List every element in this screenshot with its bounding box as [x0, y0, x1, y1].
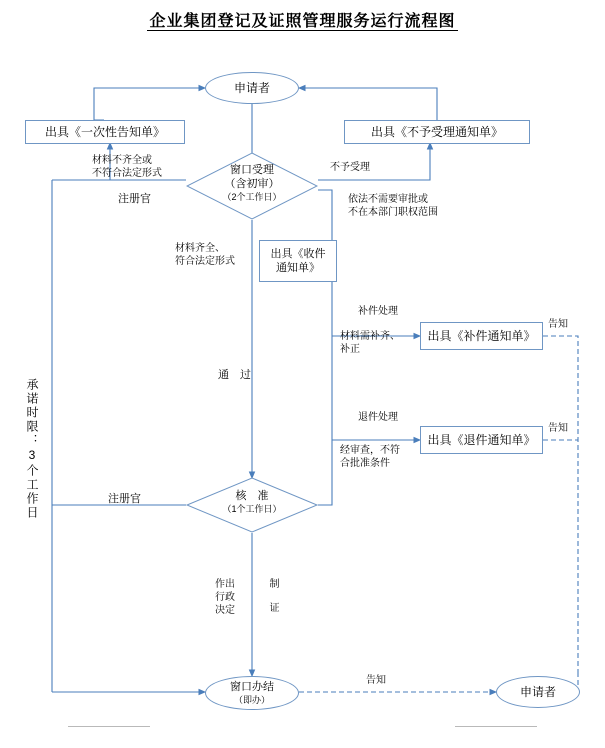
label-law-scope	[348, 193, 498, 219]
label-registrar-bottom	[108, 492, 141, 506]
label-promise-time-limit	[24, 378, 39, 648]
label-promise-time-limit-text: 承诺时限：3个工作日	[25, 378, 39, 520]
footer-divider-right	[455, 726, 537, 727]
node-applicant-top-label: 申请者	[233, 80, 270, 95]
label-after-review-line1: 经审查，不符	[340, 445, 400, 456]
label-material-complete-line1: 材料齐全、	[175, 243, 225, 254]
node-window-completion[interactable]	[205, 676, 299, 710]
label-no-acceptance	[330, 161, 370, 174]
label-make-decision	[208, 578, 242, 617]
label-material-need-fix-line2: 补正	[340, 344, 360, 355]
label-make-certificate-text: 制 证	[267, 578, 278, 614]
label-supplement-process	[358, 305, 398, 318]
label-notify-supplement-text: 告知	[548, 319, 568, 330]
node-applicant-top[interactable]	[205, 72, 299, 104]
label-notify-supplement	[548, 318, 568, 331]
label-notify-bottom-text: 告知	[366, 675, 386, 686]
label-material-complete	[175, 242, 261, 268]
label-return-process	[358, 411, 398, 424]
label-make-decision-line2: 行政	[215, 592, 235, 603]
label-law-scope-line1: 依法不需要审批或	[348, 194, 428, 205]
label-material-need-fix-line1: 材料需补齐、	[340, 331, 400, 342]
node-approval[interactable]	[186, 477, 318, 533]
label-notify-return	[548, 422, 568, 435]
label-notify-bottom	[366, 674, 386, 687]
label-after-review-line2: 合批准条件	[340, 458, 390, 469]
label-material-incomplete-line1: 材料不齐全或	[92, 155, 152, 166]
node-reject-acceptance-notice-label: 出具《不予受理通知单》	[370, 124, 503, 139]
node-receipt-notice[interactable]	[259, 240, 337, 282]
label-material-complete-line2: 符合法定形式	[175, 256, 235, 267]
label-notify-return-text: 告知	[548, 423, 568, 434]
node-window-completion-line1: 窗口办结	[230, 681, 274, 693]
node-supplement-notice[interactable]	[420, 322, 543, 350]
node-return-notice[interactable]	[420, 426, 543, 454]
label-make-certificate	[266, 578, 279, 626]
node-applicant-bottom[interactable]	[496, 676, 580, 708]
label-material-incomplete-line2: 不符合法定形式	[92, 168, 162, 179]
node-applicant-bottom-label: 申请者	[519, 684, 556, 699]
node-supplement-notice-label: 出具《补件通知单》	[427, 328, 536, 343]
node-window-completion-line2: （即办）	[233, 695, 270, 705]
node-one-time-notice-label: 出具《一次性告知单》	[44, 124, 165, 139]
label-registrar-bottom-text: 注册官	[108, 493, 141, 505]
label-make-decision-line1: 作出	[215, 579, 235, 590]
node-window-acceptance-line1: 窗口受理	[230, 164, 274, 176]
node-receipt-notice-line2: 通知单》	[276, 262, 320, 274]
label-no-acceptance-text: 不予受理	[330, 162, 370, 173]
label-pass	[218, 368, 251, 382]
node-approval-line1: 核 准	[235, 490, 269, 502]
label-make-decision-line3: 决定	[215, 605, 235, 616]
node-approval-line2: （1个工作日）	[222, 504, 282, 514]
node-receipt-notice-line1: 出具《收件	[270, 248, 326, 260]
node-window-acceptance-line3: （2个工作日）	[222, 192, 282, 202]
label-registrar-top-text: 注册官	[118, 193, 151, 205]
label-material-incomplete	[92, 154, 202, 180]
node-window-acceptance-line2: （含初审）	[224, 178, 280, 190]
label-after-review	[340, 444, 426, 470]
footer-divider-left	[68, 726, 150, 727]
label-return-process-text: 退件处理	[358, 412, 398, 423]
label-pass-text: 通 过	[218, 369, 251, 381]
label-registrar-top	[118, 192, 151, 206]
label-material-need-fix	[340, 330, 424, 356]
node-reject-acceptance-notice[interactable]	[344, 120, 530, 144]
node-return-notice-label: 出具《退件通知单》	[427, 432, 536, 447]
label-supplement-process-text: 补件处理	[358, 306, 398, 317]
label-law-scope-line2: 不在本部门职权范围	[348, 207, 438, 218]
page-title: 企业集团登记及证照管理服务运行流程图	[149, 13, 456, 30]
node-one-time-notice[interactable]	[25, 120, 185, 144]
node-window-acceptance[interactable]	[186, 152, 318, 220]
